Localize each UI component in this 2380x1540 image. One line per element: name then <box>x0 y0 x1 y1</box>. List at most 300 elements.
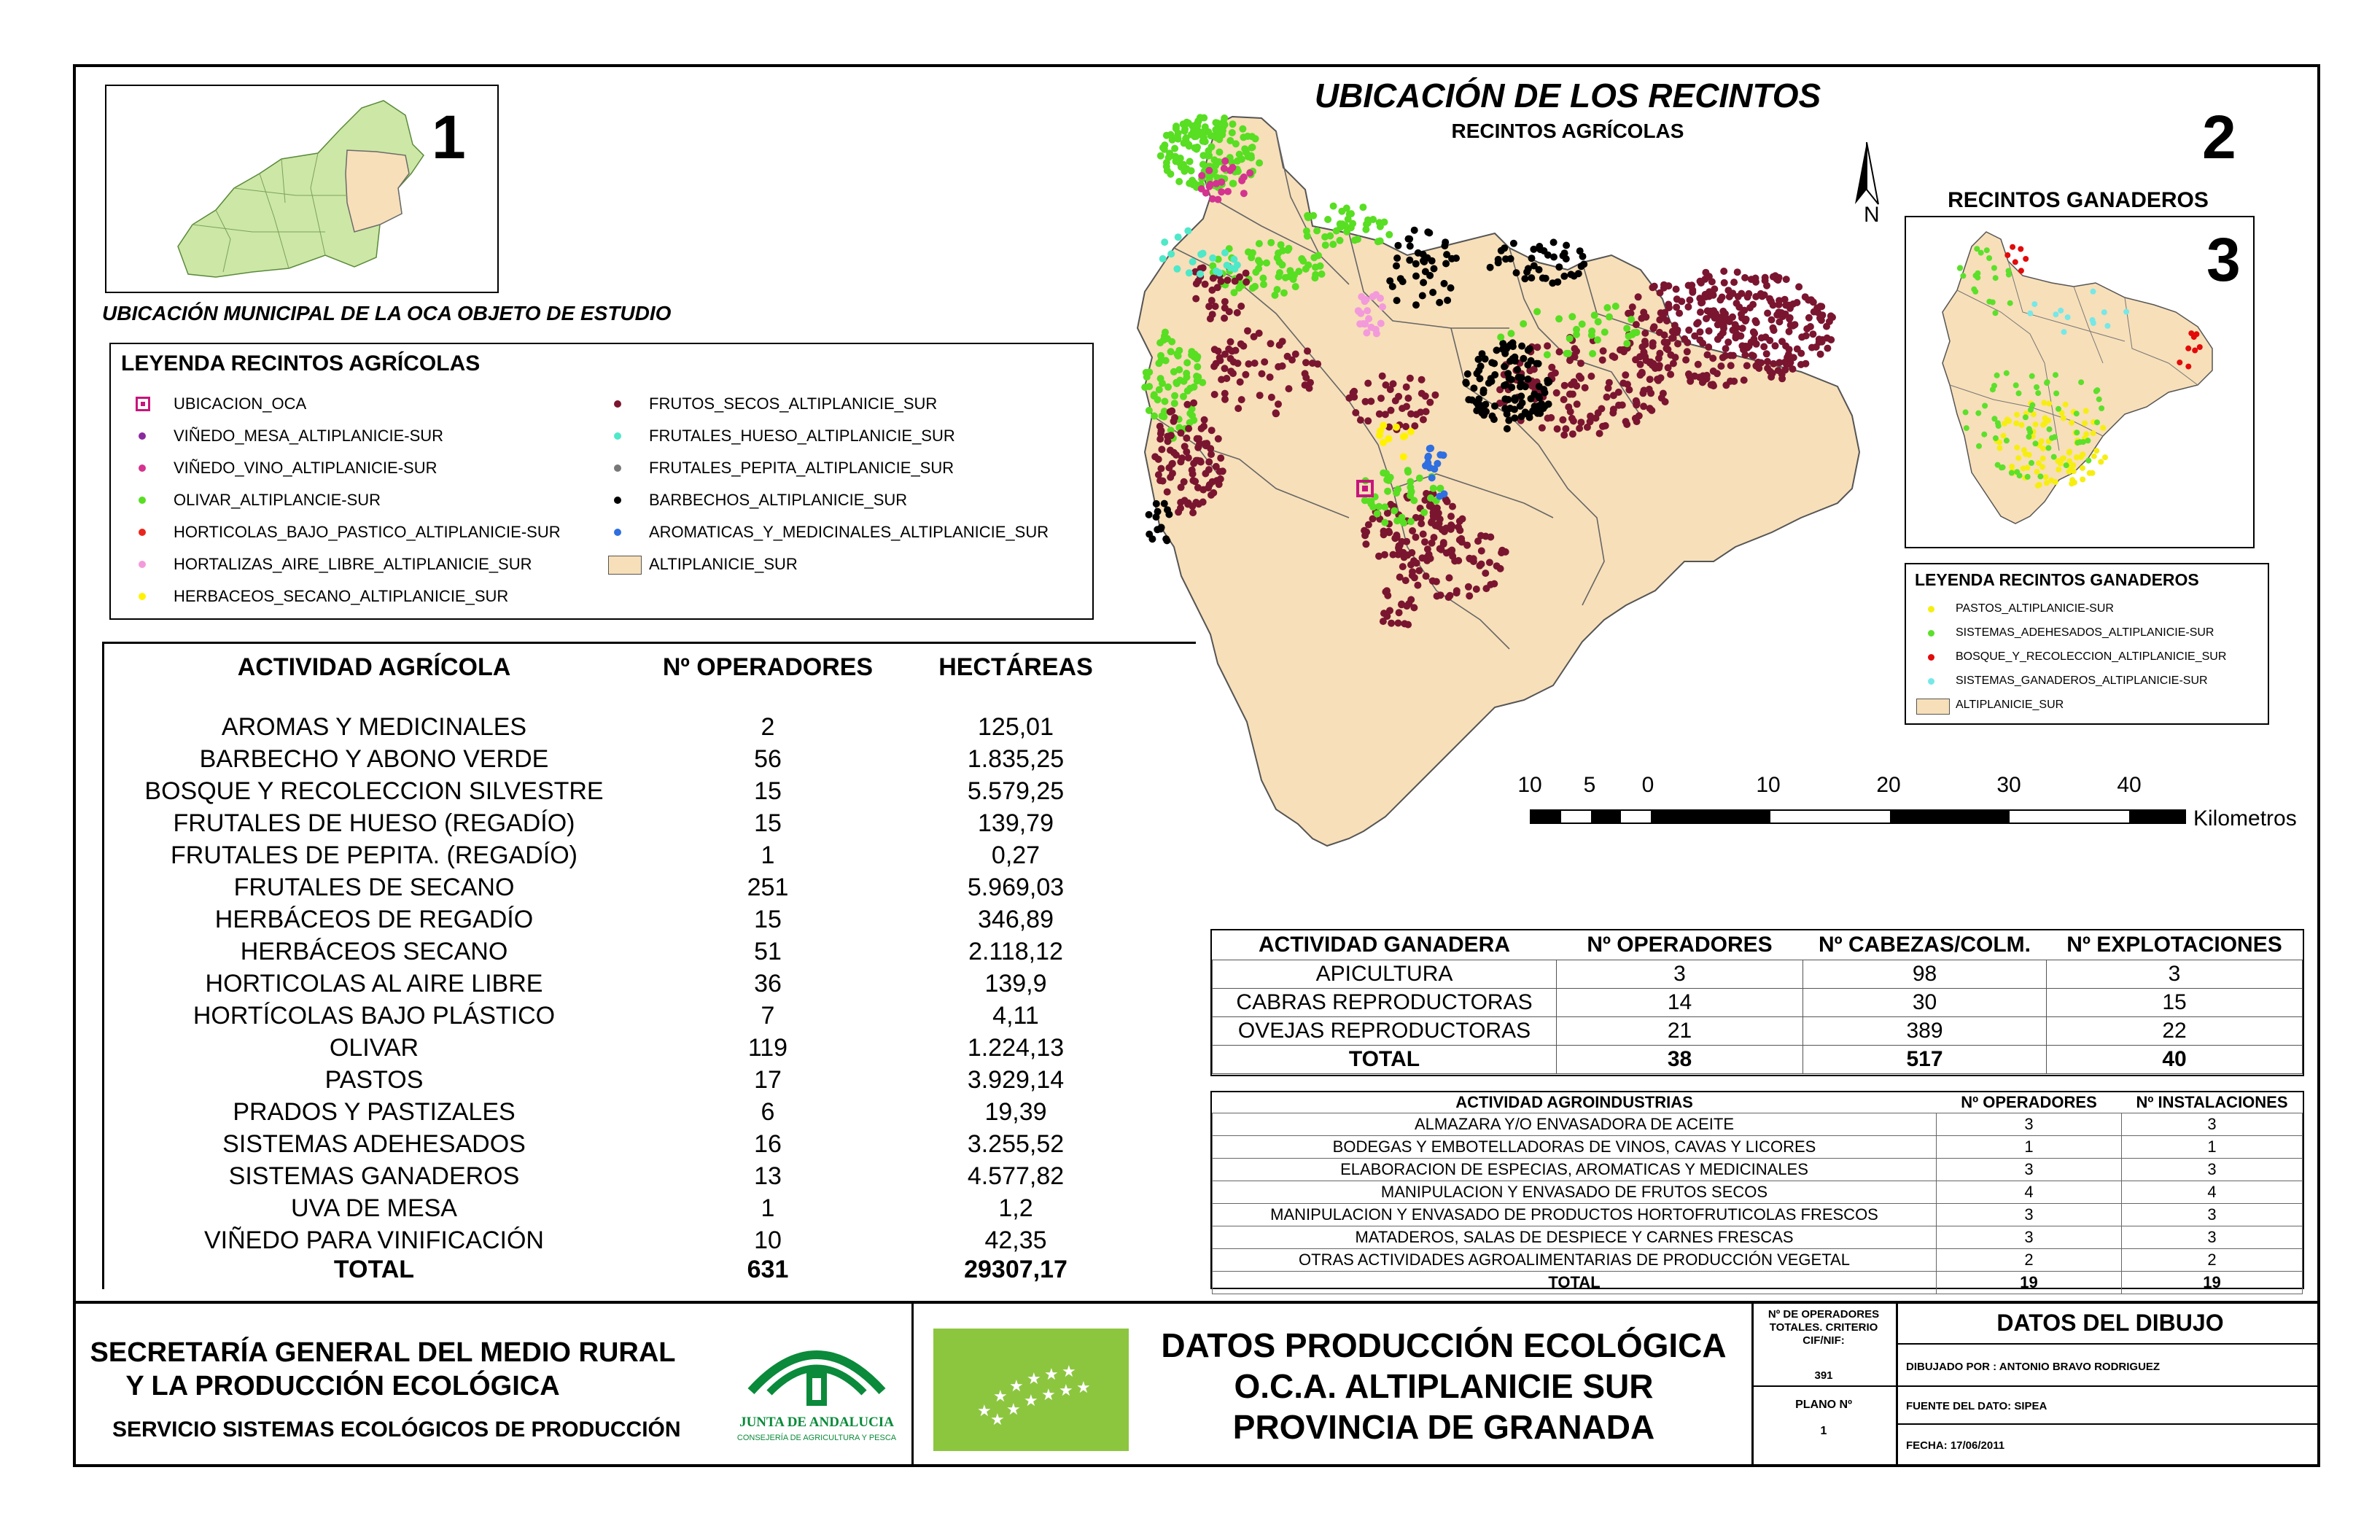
frutos_secos-plot-point <box>1415 567 1423 575</box>
svg-text:★: ★ <box>1059 1382 1073 1400</box>
aromaticas-plot-point <box>1428 474 1436 481</box>
adehesados-plot-point <box>2078 379 2084 385</box>
olivar-plot-point <box>1226 137 1234 144</box>
pastos-plot-point <box>2040 456 2046 462</box>
frutos_secos-plot-point <box>1620 348 1628 355</box>
olivar-plot-point <box>1292 283 1299 290</box>
frutos_secos-plot-point <box>1202 281 1209 288</box>
frutos_secos-plot-point <box>1237 341 1245 348</box>
olivar-plot-point <box>1188 348 1195 355</box>
frutos_secos-plot-point <box>1399 563 1407 570</box>
table-row <box>1213 1181 2303 1204</box>
bosque-plot-point <box>2023 256 2029 262</box>
frutos_secos-plot-point <box>1665 364 1672 371</box>
ganaderos-plot-point <box>2123 309 2129 315</box>
barbechos-plot-point <box>1465 396 1472 403</box>
olivar-plot-point <box>1381 519 1388 526</box>
barbechos-plot-point <box>1568 271 1575 278</box>
barbechos-plot-point <box>1491 402 1498 410</box>
bosque-plot-point <box>2177 359 2182 365</box>
frutos_secos-plot-point <box>1567 408 1574 416</box>
frutos_secos-plot-point <box>1430 513 1437 520</box>
vinedo_vino-plot-point <box>1202 190 1210 197</box>
agroind-header-activity: ACTIVIDAD AGROINDUSTRIAS <box>1455 1093 1693 1111</box>
table-cell: 3 <box>1937 1113 2122 1136</box>
barbechos-plot-point <box>1502 381 1509 389</box>
pastos-plot-point <box>2063 402 2069 408</box>
operators-cell: 6 <box>761 1098 775 1126</box>
olivar-plot-point <box>1159 413 1166 420</box>
ubicacion-swatch <box>136 397 150 411</box>
frutos_secos-plot-point <box>1567 391 1574 398</box>
main-map-recintos-agricolas <box>1130 109 1867 853</box>
hortalizas-plot-point <box>1364 307 1371 314</box>
hectares-cell: 125,01 <box>978 713 1054 741</box>
frutos_secos-plot-point <box>1818 316 1825 324</box>
olivar-plot-point <box>1349 220 1356 228</box>
olivar-plot-point <box>1220 123 1227 131</box>
frutos_secos-plot-point <box>1637 361 1644 368</box>
table-row <box>104 968 1198 1000</box>
frutos_secos-plot-point <box>1169 470 1176 477</box>
frutos_secos-plot-point <box>1654 376 1661 383</box>
frutos_secos-plot-point <box>1224 276 1232 284</box>
adehesados-plot-point <box>2029 373 2035 379</box>
frutos_secos-plot-point <box>1304 348 1311 355</box>
hectares-cell: 5.969,03 <box>967 874 1065 901</box>
sheet-title-line-1: DATOS PRODUCCIÓN ECOLÓGICA <box>1161 1326 1727 1364</box>
frutales_hueso-plot-point <box>1167 250 1175 257</box>
hortalizas-plot-point <box>1355 307 1362 314</box>
operators-cell: 7 <box>761 1002 775 1030</box>
scale-bar <box>1509 773 2297 839</box>
logo-name: JUNTA DE ANDALUCIA <box>739 1415 894 1430</box>
sheet-title-line-2: O.C.A. ALTIPLANICIE SUR <box>1234 1367 1654 1405</box>
hectares-cell: 5.579,25 <box>967 777 1065 805</box>
olivar-plot-point <box>1248 144 1256 152</box>
frutos_secos-plot-point <box>1191 478 1199 485</box>
frutos_secos-plot-point <box>1809 330 1816 338</box>
frutos_secos-plot-point <box>1553 389 1560 397</box>
adehesados-plot-point <box>2047 427 2053 432</box>
barbechos-plot-point <box>1426 272 1434 279</box>
barbechos-plot-point <box>1511 354 1518 361</box>
frutos_secos-plot-point <box>1596 430 1603 438</box>
pastos-plot-point <box>2046 401 2052 407</box>
barbechos-plot-point <box>1473 407 1480 414</box>
frutos_secos-plot-point <box>1195 500 1202 508</box>
frutos_secos-plot-point <box>1167 408 1174 416</box>
frutos_secos-plot-point <box>1156 435 1164 443</box>
pastos-plot-point <box>2053 479 2058 485</box>
dibujado-por: DIBUJADO POR : ANTONIO BRAVO RODRIGUEZ <box>1906 1361 2161 1373</box>
frutos_secos-plot-point <box>1693 320 1700 327</box>
olivar-plot-point <box>1156 386 1163 393</box>
ganaderos-plot-point <box>2090 317 2096 323</box>
activity-cell: FRUTALES DE SECANO <box>233 874 515 901</box>
svg-text:★: ★ <box>1062 1363 1076 1381</box>
altiplanicie-swatch <box>608 556 642 575</box>
adehesados-plot-point <box>2014 469 2020 475</box>
frutos_secos-plot-point <box>1201 416 1208 424</box>
adehesados-plot-point <box>2051 454 2057 460</box>
legend-agricola-label: HORTICOLAS_BAJO_PASTICO_ALTIPLANICIE-SUR <box>174 523 561 541</box>
adehesados-plot-point <box>1999 464 2004 470</box>
table-cell: 2 <box>2122 1249 2303 1272</box>
frutos_secos-plot-point <box>1641 386 1648 394</box>
aromaticas-plot-point <box>1425 453 1432 460</box>
agricola-total-label: TOTAL <box>333 1256 415 1283</box>
activity-cell: HERBÁCEOS DE REGADÍO <box>214 906 534 933</box>
frutos_secos-plot-point <box>1709 381 1716 388</box>
operators-cell: 56 <box>754 745 782 773</box>
hectares-cell: 42,35 <box>984 1226 1047 1254</box>
table-cell: 389 <box>1803 1017 2047 1046</box>
olivar-plot-point <box>1248 154 1255 161</box>
frutos_secos-plot-point <box>1352 409 1359 416</box>
frutos_secos-plot-point <box>1455 557 1462 564</box>
frutos_secos-plot-point <box>1434 593 1441 600</box>
operators-cell: 15 <box>754 906 782 933</box>
agroind-total-operators: 19 <box>1937 1272 2122 1294</box>
olivar-plot-point <box>1311 274 1318 281</box>
frutos_secos-plot-point <box>1216 357 1224 364</box>
frutales_hueso-plot-point <box>1161 238 1168 246</box>
frutos_secos-plot-point <box>1396 609 1403 616</box>
panel-number-2: 2 <box>2202 103 2236 171</box>
agroind-header-operators: Nº OPERADORES <box>1961 1093 2097 1111</box>
frutos_secos-plot-point <box>1267 340 1275 347</box>
pastos-plot-point <box>2074 454 2080 460</box>
frutos_secos-plot-point <box>1684 348 1691 355</box>
frutos_secos-plot-point <box>1646 376 1654 383</box>
pastos-plot-point <box>2033 421 2039 427</box>
olivar-plot-point <box>1420 509 1428 516</box>
frutos_secos-plot-point <box>1208 451 1215 458</box>
barbechos-plot-point <box>1406 257 1413 264</box>
frutos_secos-plot-point <box>1640 402 1647 410</box>
frutos_secos-plot-point <box>1194 444 1202 451</box>
frutales_pepita-swatch <box>614 464 621 472</box>
pastos-plot-point <box>2080 451 2085 457</box>
ganaderos-plot-point <box>2104 323 2110 329</box>
frutos_secos-plot-point <box>1727 378 1734 385</box>
frutos_secos-plot-point <box>1407 561 1415 569</box>
aromaticas-plot-point <box>1434 460 1441 467</box>
barbechos-plot-point <box>1447 284 1455 292</box>
frutos_secos-plot-point <box>1802 360 1809 368</box>
frutos_secos-plot-point <box>1709 354 1716 362</box>
barbechos-plot-point <box>1538 400 1545 408</box>
legend-agricola-label: FRUTOS_SECOS_ALTIPLANICIE_SUR <box>649 394 938 413</box>
activity-cell: BARBECHO Y ABONO VERDE <box>199 745 549 773</box>
barbechos-plot-point <box>1420 251 1427 258</box>
barbechos-plot-point <box>1524 362 1531 369</box>
frutos_secos-plot-point <box>1476 562 1483 569</box>
pastos-plot-point <box>2090 470 2096 476</box>
table-row <box>104 1064 1198 1096</box>
frutos_secos-plot-point <box>1486 559 1493 566</box>
barbechos-plot-point <box>1512 394 1519 402</box>
barbechos-plot-point <box>1442 260 1450 268</box>
pastos-plot-point <box>2102 454 2108 460</box>
table-cell: 3 <box>2122 1113 2303 1136</box>
barbechos-plot-point <box>1479 350 1486 357</box>
frutos_secos-plot-point <box>1781 366 1789 373</box>
olivar-plot-point <box>1190 416 1197 424</box>
pastos-plot-point <box>2040 422 2046 428</box>
pastos-plot-point <box>2083 408 2089 414</box>
olivar-plot-point <box>1430 485 1437 492</box>
legend-agricola-label: VIÑEDO_VINO_ALTIPLANICIE-SUR <box>174 459 438 477</box>
legend-agricola-label: HERBACEOS_SECANO_ALTIPLANICIE_SUR <box>174 587 509 605</box>
svg-text:★: ★ <box>1006 1401 1021 1419</box>
olivar-plot-point <box>1175 136 1182 143</box>
olivar-plot-point <box>1326 233 1334 240</box>
table-cell: 4 <box>2122 1181 2303 1204</box>
barbechos-plot-point <box>1148 535 1156 542</box>
adehesados-plot-point <box>1986 255 1992 261</box>
activity-cell: BOSQUE Y RECOLECCION SILVESTRE <box>144 777 604 805</box>
olivar-plot-point <box>1404 467 1412 474</box>
table-cell: 3 <box>2122 1226 2303 1249</box>
frutos_secos-plot-point <box>1619 380 1627 387</box>
olivar-plot-point <box>1186 410 1194 417</box>
barbechos-plot-point <box>1393 262 1400 270</box>
frutos_secos-plot-point <box>1181 497 1189 504</box>
olivar-plot-point <box>1573 326 1580 333</box>
legend-agricola-label: ALTIPLANICIE_SUR <box>649 555 798 573</box>
frutos_secos-plot-point <box>1407 596 1415 603</box>
barbechos-plot-point <box>1579 253 1587 260</box>
frutos_secos-plot-point <box>1453 589 1461 596</box>
frutos_secos-plot-point <box>1766 337 1773 344</box>
activity-cell: SISTEMAS ADEHESADOS <box>222 1130 526 1158</box>
frutos_secos-plot-point <box>1763 282 1770 289</box>
table-row <box>104 1192 1198 1224</box>
pastos-swatch <box>1928 606 1934 612</box>
pastos-plot-point <box>2043 474 2049 480</box>
inset-recintos-ganaderos <box>1905 216 2255 548</box>
frutos_secos-plot-point <box>1210 275 1217 282</box>
frutos_secos-plot-point <box>1377 394 1385 402</box>
frutos_secos-plot-point <box>1237 378 1244 386</box>
frutos_secos-plot-point <box>1412 411 1420 418</box>
olivar-plot-point <box>1186 158 1194 166</box>
olivar-plot-point <box>1384 488 1391 495</box>
table-cell: BODEGAS Y EMBOTELLADORAS DE VINOS, CAVAS Y LICORES <box>1213 1136 1937 1159</box>
frutos_secos-plot-point <box>1672 354 1679 361</box>
pastos-plot-point <box>2001 433 2007 439</box>
olivar-plot-point <box>1380 470 1387 477</box>
ganadera-total-heads: 517 <box>1803 1046 2047 1074</box>
frutos_secos-plot-point <box>1183 435 1190 442</box>
barbechos-plot-point <box>1507 341 1514 349</box>
bosque-swatch <box>1928 654 1934 661</box>
olivar-plot-point <box>1183 134 1190 141</box>
frutos_secos-plot-point <box>1750 328 1757 335</box>
agricola-total-hectares: 29307,17 <box>964 1256 1068 1283</box>
table-row <box>1213 1204 2303 1226</box>
olivar-plot-point <box>1199 161 1207 168</box>
table-cell: 2 <box>1937 1249 2122 1272</box>
olivar-plot-point <box>1385 231 1393 238</box>
vinedo_vino-plot-point <box>1226 167 1234 174</box>
olivar-plot-point <box>1171 145 1178 152</box>
table-row <box>104 1160 1198 1192</box>
operators-cell: 251 <box>747 874 789 901</box>
barbechos-plot-point <box>1550 238 1558 246</box>
frutos_secos-plot-point <box>1189 502 1196 510</box>
frutos_secos-plot-point <box>1431 392 1439 399</box>
frutos_secos-plot-point <box>1221 314 1228 322</box>
frutos_secos-plot-point <box>1660 281 1668 289</box>
frutos_secos-plot-point <box>1629 303 1636 311</box>
pastos-plot-point <box>2080 465 2085 471</box>
adehesados-plot-point <box>2037 473 2043 479</box>
barbechos-plot-point <box>1504 411 1511 418</box>
frutos_secos-plot-point <box>1605 384 1612 392</box>
frutos_secos-plot-point <box>1633 397 1640 405</box>
frutos_secos-plot-point <box>1741 376 1748 384</box>
olivar-plot-point <box>1191 384 1198 391</box>
frutos_secos-plot-point <box>1763 350 1770 357</box>
olivar-plot-point <box>1589 350 1596 357</box>
frutos_secos-plot-point <box>1697 308 1704 316</box>
olivar-plot-point <box>1191 144 1199 152</box>
frutos_secos-plot-point <box>1560 396 1568 403</box>
frutos_secos-plot-point <box>1380 610 1388 617</box>
frutos_secos-plot-point <box>1657 289 1664 297</box>
activity-cell: FRUTALES DE PEPITA. (REGADÍO) <box>171 841 578 869</box>
olivar-plot-point <box>1167 348 1175 355</box>
barbechos-plot-point <box>1510 240 1517 247</box>
frutos_secos-plot-point <box>1251 359 1259 367</box>
frutos_secos-plot-point <box>1385 528 1393 535</box>
adehesados-swatch <box>1928 630 1934 637</box>
adehesados-plot-point <box>2056 406 2061 412</box>
frutos_secos-plot-point <box>1778 309 1785 316</box>
frutos_secos-plot-point <box>1251 333 1258 341</box>
adehesados-plot-point <box>1996 423 2002 429</box>
frutos_secos-plot-point <box>1395 620 1402 627</box>
ganaderos-map <box>1906 217 2253 547</box>
frutos_secos-plot-point <box>1661 332 1668 339</box>
olivar-plot-point <box>1312 264 1319 271</box>
olivar-plot-point <box>1520 320 1527 327</box>
olivar-plot-point <box>1318 271 1326 278</box>
frutos_secos-plot-point <box>1384 592 1391 599</box>
frutos_secos-plot-point <box>1752 275 1759 282</box>
svg-text:★: ★ <box>1024 1392 1038 1410</box>
frutos_secos-plot-point <box>1651 323 1658 330</box>
frutos_secos-plot-point <box>1684 303 1692 311</box>
barbechos-plot-point <box>1488 375 1495 382</box>
olivar-plot-point <box>1374 510 1381 518</box>
frutos_secos-plot-point <box>1662 398 1669 405</box>
frutos_secos-plot-point <box>1539 424 1546 432</box>
pastos-plot-point <box>2055 458 2061 464</box>
frutos_secos-plot-point <box>1697 278 1704 285</box>
frutos_secos-plot-point <box>1681 335 1688 343</box>
frutos_secos-plot-point <box>1261 358 1268 365</box>
frutos_secos-plot-point <box>1635 293 1642 300</box>
barbechos-plot-point <box>1444 297 1451 304</box>
herbaceos-plot-point <box>1400 433 1407 440</box>
frutos_secos-plot-point <box>1364 417 1372 424</box>
barbechos-plot-point <box>1153 500 1160 508</box>
frutos_secos-plot-point <box>1768 298 1775 306</box>
datos-dibujo-title: DATOS DEL DIBUJO <box>1996 1310 2224 1336</box>
adehesados-plot-point <box>1990 300 1996 306</box>
olivar-plot-point <box>1183 119 1191 126</box>
service-name: SERVICIO SISTEMAS ECOLÓGICOS DE PRODUCCIÓN <box>112 1418 681 1442</box>
hortalizas-plot-point <box>1363 296 1370 303</box>
barbechos-plot-point <box>1441 242 1448 249</box>
adehesados-plot-point <box>1981 432 1987 438</box>
barbechos-plot-point <box>1495 256 1502 263</box>
frutos_secos-plot-point <box>1753 319 1760 326</box>
adehesados-plot-point <box>2064 462 2069 468</box>
olivar-plot-point <box>1304 212 1311 219</box>
table-cell: 98 <box>1803 960 2047 989</box>
frutos_secos-plot-point <box>1817 351 1824 358</box>
frutos_secos-plot-point <box>1364 380 1372 387</box>
frutales_hueso-plot-point <box>1184 228 1191 235</box>
scale-segments <box>1530 809 2186 824</box>
pastos-plot-point <box>2042 415 2048 421</box>
ganadera-header-operators: Nº OPERADORES <box>1587 933 1773 957</box>
frutos_secos-plot-point <box>1379 373 1386 380</box>
frutos_secos-plot-point <box>1738 342 1746 349</box>
olivar-plot-point <box>1184 387 1191 394</box>
barbechos-plot-point <box>1493 346 1501 354</box>
frutos_secos-plot-point <box>1211 391 1218 398</box>
frutos_secos-plot-point <box>1587 373 1595 380</box>
pastos-plot-point <box>2069 481 2074 486</box>
olivar-plot-point <box>1216 149 1223 156</box>
aromaticas-swatch <box>614 529 621 536</box>
pastos-plot-point <box>2014 412 2020 418</box>
frutos_secos-plot-point <box>1473 586 1480 593</box>
org-line-2: Y LA PRODUCCIÓN ECOLÓGICA <box>125 1371 560 1401</box>
frutos_secos-plot-point <box>1560 432 1568 439</box>
frutos_secos-plot-point <box>1205 484 1212 491</box>
frutos_secos-plot-point <box>1649 284 1656 291</box>
frutos_secos-plot-point <box>1724 338 1732 346</box>
frutos_secos-plot-point <box>1434 505 1441 512</box>
frutos_secos-swatch <box>614 400 621 408</box>
frutos_secos-plot-point <box>1775 367 1782 374</box>
frutales_hueso-plot-point <box>1186 269 1193 276</box>
adehesados-plot-point <box>1960 273 1966 279</box>
olivar-plot-point <box>1623 340 1630 347</box>
table-cell: 3 <box>2047 960 2303 989</box>
table-cell: OVEJAS REPRODUCTORAS <box>1213 1017 1557 1046</box>
frutos_secos-plot-point <box>1745 290 1752 298</box>
table-actividad-ganadera <box>1210 929 2304 1076</box>
olivar-plot-point <box>1280 289 1288 297</box>
vinedo_vino-swatch <box>139 464 146 472</box>
hectares-cell: 2.118,12 <box>968 938 1063 965</box>
frutos_secos-plot-point <box>1218 376 1225 384</box>
olivar-plot-point <box>1407 478 1414 486</box>
ganadera-header-farms: Nº EXPLOTACIONES <box>2066 933 2282 957</box>
frutos_secos-plot-point <box>1785 351 1792 358</box>
frutos_secos-plot-point <box>1407 375 1414 382</box>
frutos_secos-plot-point <box>1674 341 1681 348</box>
frutos_secos-plot-point <box>1802 293 1809 300</box>
